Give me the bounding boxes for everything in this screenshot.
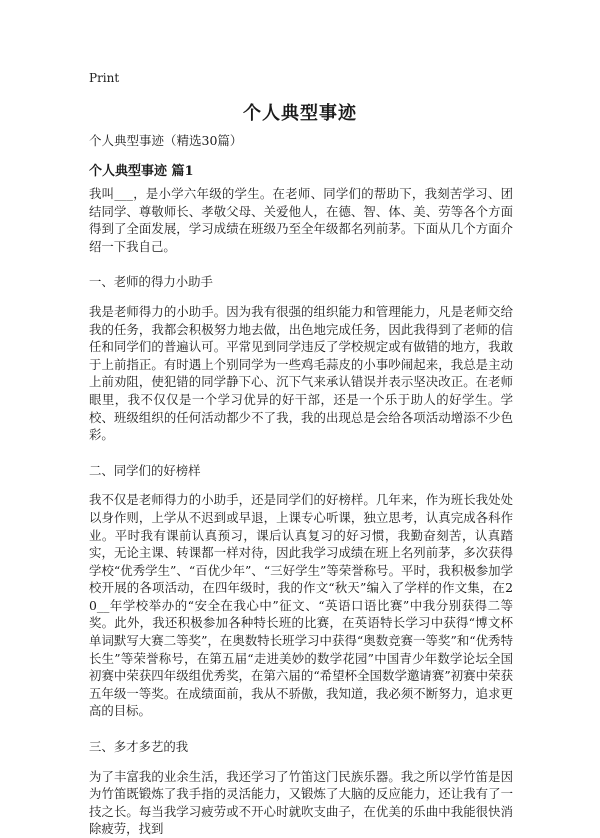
section-heading-teacher-helper: 一、老师的得力小助手 bbox=[89, 274, 213, 290]
document-subtitle: 个人典型事迹（精选30篇） bbox=[89, 133, 243, 148]
page-title: 个人典型事迹 bbox=[243, 103, 357, 124]
section-heading-role-model: 二、同学们的好榜样 bbox=[89, 462, 201, 478]
section-heading-talents: 三、多才多艺的我 bbox=[89, 739, 189, 755]
section-paragraph-talents: 为了丰富我的业余生活，我还学习了竹笛这门民族乐器。我之所以学竹笛是因为竹笛既锻炼了我手指的灵活能力，又锻炼了大脑的反应能力，还让我有了一技之长。每当我学习疲劳或不开心时就吹支曲子，在优美的乐曲中我能很快消除疲劳，找到 bbox=[89, 768, 513, 837]
section-paragraph-teacher-helper: 我是老师得力的小助手。因为我有很强的组织能力和管理能力，凡是老师交给我的任务，我都会积极努力地去做，出色地完成任务，因此我得到了老师的信任和同学们的普遍认可。平常见到同学违反了学校规定或有做错的地方，我敢于上前指正。有时遇上个别同学为一些鸡毛蒜皮的小事吵闹起来，我总是主动上前劝阻，使犯错的同学静下心、沉下气来承认错误并表示坚决改正。在老师眼里，我不仅仅是一个学习优异的好干部，还是一个乐于助人的好学生。学校、班级组织的任何活动都少不了我，我的出现总是会给各项活动增添不少色彩。 bbox=[89, 303, 513, 443]
article-body bbox=[89, 185, 513, 838]
print-link[interactable]: Print bbox=[89, 71, 120, 85]
intro-paragraph: 我叫___，是小学六年级的学生。在老师、同学们的帮助下，我刻苦学习、团结同学、尊敬师长、孝敬父母、关爱他人，在德、智、体、美、劳等各个方面得到了全面发展，学习成绩在班级乃至全年级都名列前茅。下面从几个方面介绍一下我自己。 bbox=[89, 186, 513, 254]
article-heading: 个人典型事迹 篇1 bbox=[89, 164, 194, 179]
section-paragraph-role-model: 我不仅是老师得力的小助手，还是同学们的好榜样。几年来，作为班长我处处以身作则，上学从不迟到或早退，上课专心听课，独立思考，认真完成各科作业。平时我有课前认真预习，课后认真复习的好习惯，我勤奋刻苦，认真踏实，无论主课、转课都一样对待，因此我学习成绩在班上名列前茅，多次获得学校“优秀学生”、“百优少年”、“三好学生”等荣誉称号。平时，我积极参加学校开展的各项活动，在四年级时，我的作文“秋天”编入了学样的作文集，在20__年学校举办的“安全在我心中”征文、“英语口语比赛”中我分别获得二等奖。此外，我还积极参加各种特长班的比赛，在英语特长学习中获得“博文杯单词默写大赛二等奖”，在奥数特长班学习中获得“奥数竞赛一等奖”和“优秀特长生”等荣誉称号，在第五届“走进美妙的数学花园”中国青少年数学论坛全国初赛中荣获四年级组优秀奖，在第六届的“希望杯全国数学邀请赛”初赛中荣获五年级一等奖。在成绩面前，我从不骄傲，我知道，我必须不断努力，追求更高的目标。 bbox=[89, 492, 513, 719]
